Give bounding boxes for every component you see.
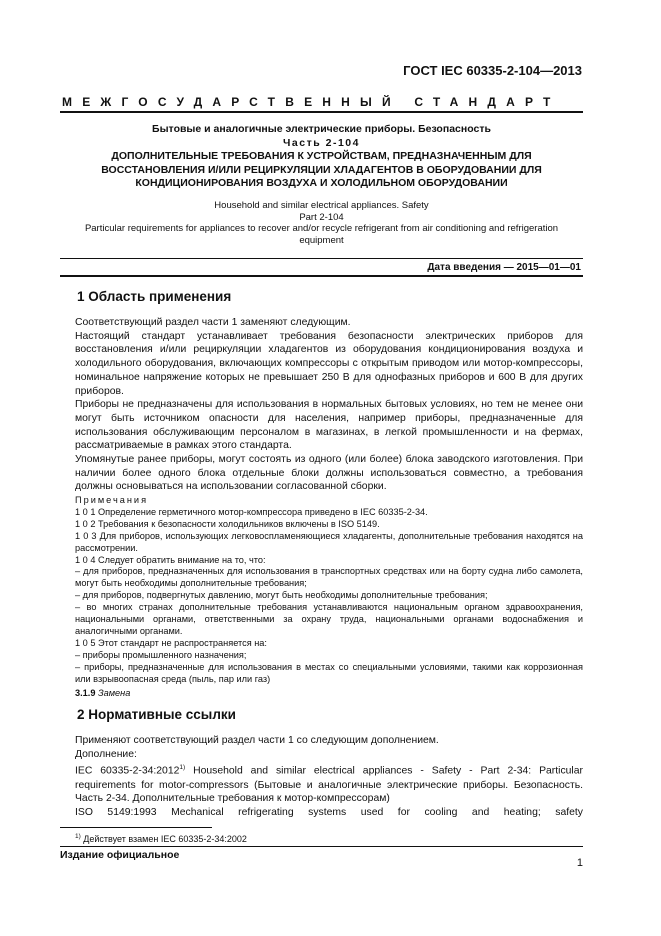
date-divider xyxy=(60,258,583,259)
footnote-divider xyxy=(60,827,212,828)
intro-date: Дата введения — 2015—01—01 xyxy=(427,262,581,273)
title-en-part: Part 2-104 xyxy=(299,211,344,223)
note: – для приборов, предназначенных для использования в транспортных средствах или на борту судна либо самолета, могут быть необходимы дополнительные требования; xyxy=(75,566,583,589)
standard-banner: МЕЖГОСУДАРСТВЕННЫЙ СТАНДАРТ xyxy=(62,95,561,109)
note: 1 0 5 Этот стандарт не распространяется на: xyxy=(75,637,267,648)
section1-body xyxy=(75,316,583,494)
section2-heading: 2 Нормативные ссылки xyxy=(77,707,236,722)
note: – приборы промышленного назначения; xyxy=(75,649,247,660)
note: – для приборов, подвергнутых давлению, могут быть необходимы дополнительные требования; xyxy=(75,590,488,601)
reference xyxy=(75,761,583,806)
title-english xyxy=(60,200,583,246)
notes-title: Примечания xyxy=(75,495,149,505)
paragraph: Дополнение: xyxy=(75,748,137,760)
title-en-line: Household and similar electrical appliances. Safety xyxy=(214,200,429,211)
title-en-line: Particular requirements for appliances to recover and/or recycle refrigerant from air conditioning and refrigeration equipment xyxy=(84,223,559,246)
note: – приборы, предназначенные для использования в местах со специальными условиями, такими как коррозионная или взрывоопасная среда (пыль, пар или газ) xyxy=(75,661,583,684)
footer-divider xyxy=(60,846,583,847)
note: 1 0 4 Следует обратить внимание на то, что: xyxy=(75,554,266,565)
paragraph: Приборы не предназначены для использования в нормальных бытовых условиях, но тем не менее они могут быть источником опасности для населения, например приборы, предназначенные для использования обслуживающим персоналом в магазинах, в легкой промышленности и на фермах, рассматриваемые в рамках этого стандарта. xyxy=(75,399,583,452)
title-ru-line: Бытовые и аналогичные электрические приборы. Безопасность xyxy=(152,123,491,135)
footnote-text: Действует взамен IEC 60335-2-34:2002 xyxy=(80,834,247,844)
note: 1 0 1 Определение герметичного мотор-компрессора приведено в IEC 60335-2-34. xyxy=(75,506,428,517)
subclause-text: Замена xyxy=(98,687,131,698)
edition-label: Издание официальное xyxy=(60,849,180,861)
date-divider-bottom xyxy=(60,275,583,277)
paragraph: Настоящий стандарт устанавливает требования безопасности электрических приборов для восстановления и/или рециркуляции хладагентов из оборудования кондиционирования воздуха и холодильного оборудования, включающих компрессоры с открытым приводом или мотор-компрессоры, номинальное напряжение которых не превышает 250 В для однофазных приборов и 600 В для других приборов. xyxy=(75,330,583,397)
section2-body xyxy=(75,734,583,820)
paragraph: Упомянутые ранее приборы, могут состоять из одного (или более) блока заводского изготовления. При наличии более одного блока отдельные блоки должны использоваться совместно, а требования должны основываться на использовании согласованной сборки. xyxy=(75,454,583,493)
title-ru-line: КОНДИЦИОНИРОВАНИЯ ВОЗДУХА И ХОЛОДИЛЬНОМ ОБОРУДОВАНИИ xyxy=(135,177,508,189)
title-ru-line: ДОПОЛНИТЕЛЬНЫЕ ТРЕБОВАНИЯ К УСТРОЙСТВАМ, ПРЕДНАЗНАЧЕННЫМ ДЛЯ xyxy=(111,150,532,162)
footnote-marker: 1) xyxy=(75,833,81,840)
title-ru-line: ВОССТАНОВЛЕНИЯ И/ИЛИ РЕЦИРКУЛЯЦИИ ХЛАДАГЕНТОВ В ОБОРУДОВАНИИ ДЛЯ xyxy=(101,163,542,176)
footnote-marker: 1) xyxy=(179,764,186,772)
section1-notes xyxy=(75,495,583,699)
title-ru-part: Часть 2-104 xyxy=(283,136,360,149)
reference-code: IEC 60335-2-34:2012 xyxy=(75,765,180,777)
note: – во многих странах дополнительные требования устанавливаются национальным органом здравоохранения, национальными органами, ответственными за охрану труда, национальными органами водоснабжения и аналогичными органами. xyxy=(75,602,583,636)
subclause xyxy=(75,688,583,700)
note: 1 0 3 Для приборов, использующих легковоспламеняющиеся хладагенты, дополнительные требования находятся на рассмотрении. xyxy=(75,530,583,553)
note: 1 0 2 Требования к безопасности холодильников включены в ISO 5149. xyxy=(75,518,380,529)
reference-text: Household and similar electrical appliances - Safety - Part 2-34: Particular requirements for motor-compressors (Бытовые и аналогичные электрические приборы. Безопасность. Часть 2-34. Дополнительные требования к мотор-компрессорам) xyxy=(75,765,583,805)
reference: ISO 5149:1993 Mechanical refrigerating systems used for cooling and heating; safety xyxy=(75,806,583,818)
section1-heading: 1 Область применения xyxy=(77,289,232,304)
paragraph: Соответствующий раздел части 1 заменяют следующим. xyxy=(75,317,351,328)
subclause-number: 3.1.9 xyxy=(75,687,96,698)
document-code: ГОСТ IEC 60335-2-104—2013 xyxy=(403,63,582,78)
footnote xyxy=(75,833,247,844)
header-divider xyxy=(60,111,583,113)
paragraph: Применяют соответствующий раздел части 1 со следующим дополнением. xyxy=(75,735,439,746)
page-number: 1 xyxy=(576,857,583,869)
title-russian xyxy=(60,123,583,191)
